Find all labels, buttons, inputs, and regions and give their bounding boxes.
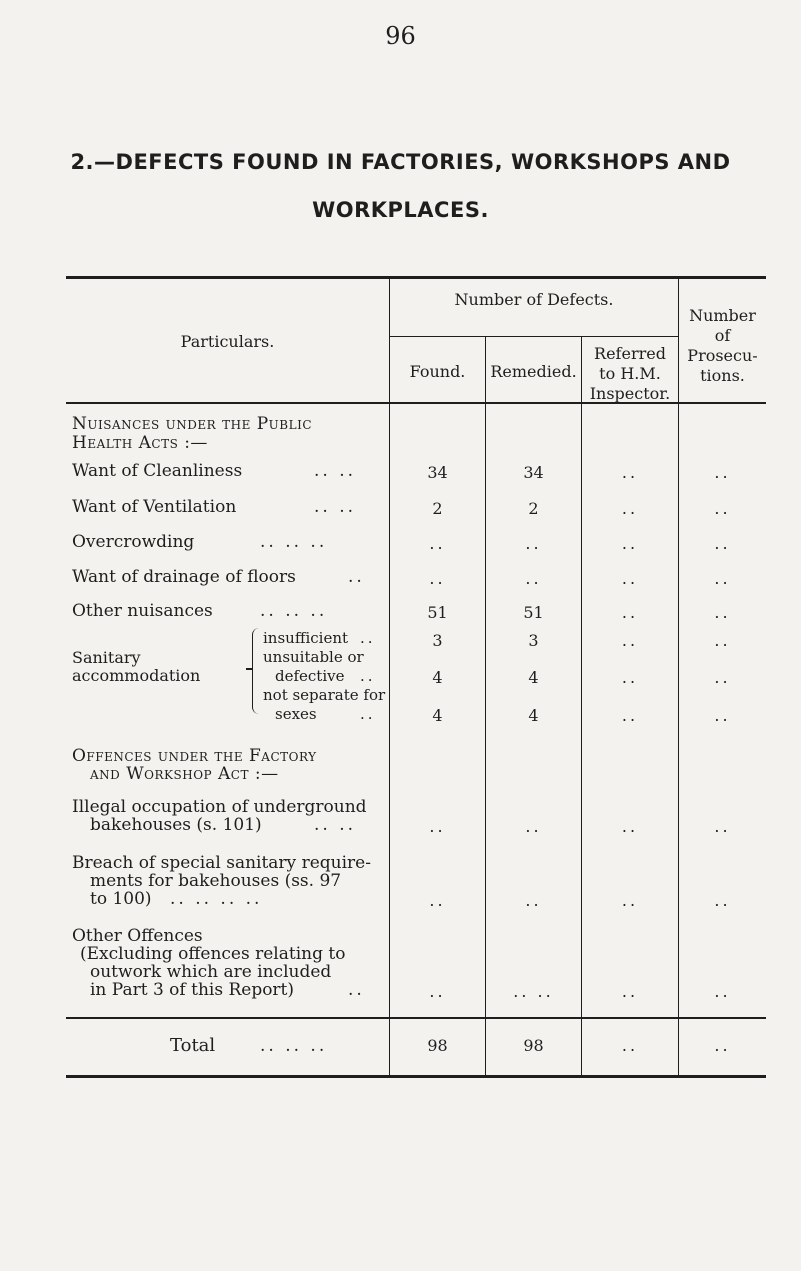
cell-prosecutions: ..: [714, 982, 731, 1001]
row-label-illegal-occupation-line2: bakehouses (s. 101): [90, 815, 262, 835]
table-top-rule: [66, 276, 766, 279]
header-particulars: Particulars.: [180, 332, 275, 351]
cell-referred: ..: [621, 534, 639, 553]
cell-found: 4: [432, 706, 443, 725]
page-number: 96: [385, 22, 416, 50]
cell-referred: ..: [621, 706, 639, 725]
header-found: Found.: [409, 362, 466, 381]
cell-prosecutions: ..: [714, 499, 731, 518]
cell-remedied: 51: [523, 603, 544, 622]
cell-prosecutions: ..: [714, 668, 731, 687]
cell-remedied: ..: [525, 534, 542, 553]
cell-referred-total: ..: [621, 1036, 639, 1055]
table-bottom-rule: [66, 1075, 766, 1078]
cell-found: 51: [427, 603, 448, 622]
cell-referred: ..: [621, 499, 639, 518]
row-leader-cleanliness: .. ..: [314, 461, 357, 481]
row-leader-other-offences: ..: [348, 980, 365, 1000]
cell-remedied: 4: [528, 668, 539, 687]
row-leader-ventilation: .. ..: [314, 497, 357, 517]
cell-remedied: ..: [525, 891, 542, 910]
cell-remedied: ..: [525, 817, 542, 836]
row-label-other-nuisances: Other nuisances: [72, 601, 213, 621]
sanitary-sub-not-separate: not separate for: [263, 686, 386, 704]
cell-prosecutions: ..: [714, 817, 731, 836]
cell-remedied: ..: [525, 569, 542, 588]
row-label-other-offences-line4: in Part 3 of this Report): [90, 980, 295, 1000]
sanitary-sub-insufficient: insufficient: [263, 629, 349, 647]
row-leader-breach: .. .. .. ..: [170, 889, 263, 909]
header-number-of-defects: Number of Defects.: [454, 290, 614, 309]
row-label-overcrowding: Overcrowding: [72, 532, 195, 552]
header-prosecutions-line1: Number of: [689, 306, 756, 345]
row-label-other-offences: Other Offences: [72, 926, 203, 946]
sanitary-label: Sanitary: [72, 648, 141, 667]
row-label-breach: Breach of special sanitary require-: [72, 853, 371, 873]
cell-remedied: 4: [528, 706, 539, 725]
section-nuisances-line2: Health Acts :—: [72, 433, 208, 453]
page-title-continued: WORKPLACES.: [312, 198, 489, 222]
cell-found: 34: [427, 463, 448, 482]
sanitary-sub-defective: defective: [275, 667, 345, 685]
cell-prosecutions: ..: [714, 463, 731, 482]
cell-referred: ..: [621, 982, 639, 1001]
row-label-breach-line3: to 100): [90, 889, 152, 909]
cell-found: 2: [432, 499, 443, 518]
header-prosecutions-line3: tions.: [700, 366, 745, 385]
cell-found: ..: [429, 891, 446, 910]
cell-prosecutions: ..: [714, 891, 731, 910]
cell-prosecutions: ..: [714, 603, 731, 622]
cell-referred: ..: [621, 631, 639, 650]
row-leader-other-nuisances: .. .. ..: [260, 601, 328, 621]
cell-referred: ..: [621, 891, 639, 910]
row-leader-overcrowding: .. .. ..: [260, 532, 328, 552]
sanitary-leader-defective: ..: [360, 667, 376, 685]
cell-found: 3: [432, 631, 443, 650]
cell-remedied: 2: [528, 499, 539, 518]
cell-prosecutions: ..: [714, 631, 731, 650]
sanitary-leader-insufficient: ..: [360, 629, 376, 647]
cell-prosecutions: ..: [714, 534, 731, 553]
row-leader-total: .. .. ..: [260, 1036, 328, 1056]
sanitary-leader-sexes: ..: [360, 705, 376, 723]
total-top-rule: [66, 1017, 766, 1019]
header-referred-line1: Referred: [594, 344, 666, 363]
row-label-breach-line2: ments for bakehouses (ss. 97: [90, 871, 342, 891]
cell-remedied: .. ..: [513, 982, 554, 1001]
sanitary-brace: [252, 628, 259, 714]
section-offences: Offences under the Factory: [72, 746, 317, 766]
header-prosecutions-line2: Prosecu-: [687, 346, 758, 365]
header-referred-line2: to H.M.: [599, 364, 661, 383]
cell-found-total: 98: [427, 1036, 448, 1055]
row-leader-illegal-occupation: .. ..: [314, 815, 357, 835]
sanitary-label-line2: accommodation: [72, 666, 201, 685]
cell-found: ..: [429, 534, 446, 553]
cell-remedied: 3: [528, 631, 539, 650]
cell-found: ..: [429, 569, 446, 588]
section-nuisances: Nuisances under the Public: [72, 414, 313, 434]
cell-found: 4: [432, 668, 443, 687]
page-title: 2.—DEFECTS FOUND IN FACTORIES, WORKSHOPS AND: [70, 150, 731, 174]
row-label-other-offences-line2: (Excluding offences relating to: [80, 944, 346, 964]
cell-found: ..: [429, 982, 446, 1001]
cell-remedied: 34: [523, 463, 544, 482]
cell-referred: ..: [621, 463, 639, 482]
cell-referred: ..: [621, 817, 639, 836]
sanitary-sub-unsuitable: unsuitable or: [263, 648, 364, 666]
cell-found: ..: [429, 817, 446, 836]
cell-referred: ..: [621, 603, 639, 622]
cell-referred: ..: [621, 569, 639, 588]
row-label-cleanliness: Want of Cleanliness: [72, 461, 243, 481]
row-label-total: Total: [170, 1035, 216, 1056]
header-referred-line3: Inspector.: [589, 384, 671, 403]
cell-prosecutions: ..: [714, 706, 731, 725]
cell-prosecutions-total: ..: [714, 1036, 731, 1055]
row-leader-drainage: ..: [348, 567, 365, 587]
row-label-ventilation: Want of Ventilation: [72, 497, 237, 517]
header-referred: [582, 344, 678, 404]
row-label-other-offences-line3: outwork which are included: [90, 962, 332, 982]
section-offences-line2: and Workshop Act :—: [90, 764, 279, 784]
sanitary-sub-sexes: sexes: [275, 705, 317, 723]
header-prosecutions: [679, 306, 766, 386]
defects-subheader-rule: [390, 336, 678, 337]
row-label-illegal-occupation: Illegal occupation of underground: [72, 797, 367, 817]
cell-referred: ..: [621, 668, 639, 687]
cell-prosecutions: ..: [714, 569, 731, 588]
row-label-drainage: Want of drainage of floors: [72, 567, 296, 587]
header-remedied: Remedied.: [490, 362, 577, 381]
cell-remedied-total: 98: [523, 1036, 544, 1055]
sanitary-brace-tip: [246, 668, 253, 670]
